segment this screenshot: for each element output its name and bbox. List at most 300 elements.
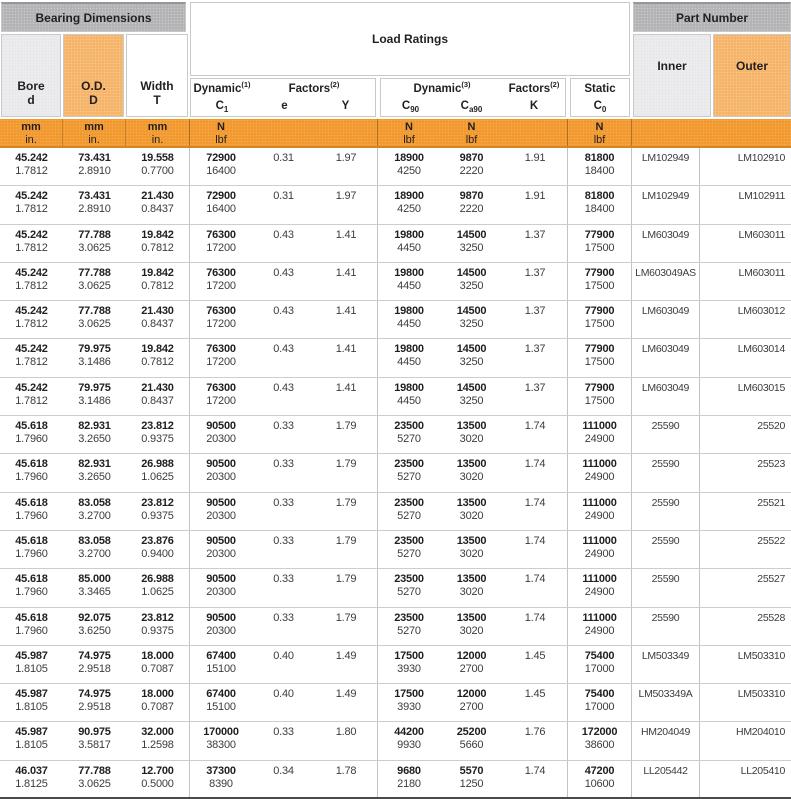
value-inner: LM603049AS [635, 266, 696, 279]
value-e: 0.33 [273, 573, 294, 586]
cell-c0 [568, 761, 632, 798]
value-c90-secondary: 2180 [397, 777, 421, 790]
value-ca90-secondary: 3020 [459, 586, 484, 599]
value-y: 1.79 [335, 573, 357, 586]
cell-c90 [378, 339, 440, 376]
value-od-secondary: 2.8910 [78, 203, 111, 216]
value-bore-primary: 45.987 [15, 688, 48, 701]
table-row [0, 684, 791, 722]
cell-c0 [568, 378, 632, 415]
value-ca90-primary: 13500 [456, 611, 487, 624]
value-c1-primary: 90500 [206, 534, 236, 547]
value-k: 1.74 [524, 534, 546, 547]
value-od-primary: 73.431 [78, 190, 111, 203]
value-ca90-primary: 14500 [456, 343, 487, 356]
value-k: 1.76 [524, 726, 546, 739]
table-row [0, 339, 791, 377]
value-od-secondary: 3.1486 [78, 356, 111, 369]
cell-width [126, 569, 190, 606]
value-c90-primary: 23500 [394, 534, 424, 547]
cell-inner [632, 722, 700, 759]
width-label: Width [140, 79, 174, 93]
value-outer: LM102910 [737, 152, 785, 164]
value-outer: 25521 [757, 496, 785, 509]
value-width-secondary: 0.8437 [141, 394, 174, 407]
cell-od [63, 301, 126, 338]
value-ca90-secondary: 3250 [459, 356, 484, 369]
cell-outer [700, 646, 791, 683]
value-k: 1.37 [524, 381, 546, 394]
cell-od [63, 454, 126, 491]
value-bore-primary: 46.037 [15, 764, 48, 777]
value-c0-secondary: 24900 [584, 471, 615, 484]
value-c0-secondary: 17500 [584, 318, 615, 331]
cell-outer [700, 225, 791, 262]
value-bore-secondary: 1.7812 [15, 356, 48, 369]
value-c0-secondary: 24900 [584, 509, 615, 522]
value-bore-secondary: 1.7812 [15, 318, 48, 331]
value-e: 0.33 [273, 726, 294, 739]
value-od-secondary: 3.0625 [78, 777, 111, 790]
value-width-primary: 23.812 [141, 496, 174, 509]
dynamic3-footnote: (3) [461, 80, 471, 89]
table-row [0, 416, 791, 454]
value-outer: LM603014 [737, 343, 785, 356]
value-e: 0.43 [273, 305, 294, 318]
cell-inner [632, 531, 700, 568]
cell-c90 [378, 684, 440, 721]
value-y: 1.79 [335, 420, 357, 433]
value-e: 0.43 [273, 266, 294, 279]
value-inner: LM603049 [641, 228, 690, 241]
value-bore-secondary: 1.7812 [15, 241, 48, 254]
value-c90-primary: 23500 [394, 458, 424, 471]
e-symbol: e [281, 100, 288, 112]
value-od-primary: 79.975 [78, 343, 111, 356]
value-c1-secondary: 16400 [206, 165, 236, 177]
cell-outer [700, 339, 791, 376]
cell-od [63, 569, 126, 606]
value-c90-primary: 19800 [394, 228, 424, 241]
cell-c1 [190, 416, 252, 453]
value-y: 1.79 [335, 534, 357, 547]
dynamic1-label: Dynamic (1) [193, 80, 251, 95]
value-od-primary: 90.975 [78, 726, 111, 739]
value-inner: LM503349A [638, 688, 693, 701]
cell-ca90 [440, 493, 503, 530]
cell-k [503, 225, 568, 262]
cell-ca90 [440, 301, 503, 338]
value-outer: 25520 [757, 420, 785, 433]
value-k: 1.74 [524, 420, 546, 433]
bearing-dimensions-header: Bearing Dimensions [1, 2, 186, 32]
value-width-primary: 18.000 [141, 649, 174, 662]
value-c90-primary: 44200 [394, 726, 424, 739]
value-k: 1.37 [524, 305, 546, 318]
width-symbol: T [153, 93, 161, 107]
cell-outer [700, 493, 791, 530]
cell-k [503, 722, 568, 759]
value-bore-secondary: 1.8125 [15, 777, 48, 790]
units-bore: mm in. [0, 119, 63, 146]
value-od-primary: 73.431 [78, 152, 111, 164]
value-k: 1.45 [524, 649, 546, 662]
cell-bore [0, 186, 63, 223]
value-c90-primary: 18900 [394, 152, 424, 164]
value-y: 1.79 [335, 496, 357, 509]
value-od-secondary: 3.2700 [78, 547, 111, 560]
cell-od [63, 684, 126, 721]
table-row [0, 608, 791, 646]
cell-c1 [190, 722, 252, 759]
cell-c90 [378, 148, 440, 185]
cell-c1 [190, 225, 252, 262]
cell-width [126, 263, 190, 300]
value-width-secondary: 0.7812 [141, 356, 174, 369]
table-row [0, 569, 791, 607]
value-c0-secondary: 10600 [584, 777, 615, 790]
cell-c0 [568, 225, 632, 262]
column-header-width [126, 34, 188, 117]
column-header-inner: Inner [633, 34, 711, 117]
cell-inner [632, 301, 700, 338]
value-bore-secondary: 1.8105 [15, 662, 48, 675]
cell-c0 [568, 454, 632, 491]
value-k: 1.37 [524, 343, 546, 356]
units-e [252, 119, 315, 146]
value-c1-primary: 76300 [206, 343, 236, 356]
cell-k [503, 301, 568, 338]
value-y: 1.97 [335, 152, 357, 164]
cell-bore [0, 531, 63, 568]
cell-y [315, 761, 378, 798]
value-ca90-secondary: 3250 [459, 241, 484, 254]
value-c90-secondary: 4450 [397, 318, 421, 331]
cell-inner [632, 339, 700, 376]
cell-c90 [378, 569, 440, 606]
value-width-primary: 12.700 [141, 764, 174, 777]
ca90-symbol: C a90 [460, 100, 483, 114]
value-y: 1.97 [335, 190, 357, 203]
value-outer: LL205410 [740, 764, 785, 777]
cell-k [503, 684, 568, 721]
value-inner: LM603049 [641, 305, 690, 318]
cell-c1 [190, 646, 252, 683]
value-k: 1.74 [524, 458, 546, 471]
value-ca90-secondary: 5660 [459, 739, 484, 752]
cell-ca90 [440, 225, 503, 262]
value-ca90-primary: 25200 [456, 726, 487, 739]
cell-e [252, 225, 315, 262]
cell-c90 [378, 761, 440, 798]
cell-width [126, 722, 190, 759]
cell-y [315, 339, 378, 376]
value-od-secondary: 3.2650 [78, 471, 111, 484]
value-ca90-secondary: 3250 [459, 394, 484, 407]
value-c90-secondary: 4450 [397, 241, 421, 254]
k-symbol: K [529, 100, 539, 112]
cell-od [63, 263, 126, 300]
value-od-secondary: 3.5817 [78, 739, 111, 752]
value-width-secondary: 0.5000 [141, 777, 174, 790]
cell-c0 [568, 301, 632, 338]
value-c90-secondary: 3930 [397, 701, 421, 714]
cell-outer [700, 378, 791, 415]
value-od-secondary: 3.6250 [78, 624, 111, 637]
cell-bore [0, 148, 63, 185]
value-ca90-primary: 13500 [456, 534, 487, 547]
value-c0-primary: 77900 [584, 266, 615, 279]
table-row [0, 263, 791, 301]
value-width-primary: 19.558 [141, 152, 174, 164]
c0-symbol: C 0 [593, 100, 607, 114]
units-c1: N lbf [215, 121, 227, 146]
value-width-secondary: 0.7087 [141, 701, 174, 714]
value-ca90-primary: 13500 [456, 573, 487, 586]
cell-y [315, 684, 378, 721]
units-y [315, 119, 378, 146]
value-c90-secondary: 3930 [397, 662, 421, 675]
value-inner: LM503349 [641, 649, 690, 662]
cell-outer [700, 263, 791, 300]
units-c90: N lbf [403, 121, 415, 146]
cell-width [126, 684, 190, 721]
value-c0-primary: 172000 [581, 726, 618, 739]
cell-c1 [190, 493, 252, 530]
cell-c0 [568, 569, 632, 606]
value-width-primary: 23.812 [141, 420, 174, 433]
cell-c90 [378, 454, 440, 491]
cell-outer [700, 761, 791, 798]
cell-k [503, 148, 568, 185]
cell-k [503, 761, 568, 798]
factors1-label: Factors (2) [288, 80, 340, 95]
cell-c1 [190, 684, 252, 721]
column-header-outer: Outer [713, 34, 791, 117]
cell-ca90 [440, 339, 503, 376]
value-c1-primary: 90500 [206, 611, 236, 624]
value-inner: LL205442 [643, 764, 688, 777]
value-c90-primary: 19800 [394, 381, 424, 394]
value-y: 1.41 [335, 305, 357, 318]
cell-inner [632, 186, 700, 223]
value-ca90-secondary: 2700 [459, 662, 484, 675]
cell-c90 [378, 263, 440, 300]
cell-od [63, 225, 126, 262]
value-od-secondary: 2.9518 [78, 662, 111, 675]
cell-width [126, 416, 190, 453]
cell-k [503, 608, 568, 645]
value-y: 1.49 [335, 649, 357, 662]
value-bore-secondary: 1.8105 [15, 701, 48, 714]
cell-ca90 [440, 186, 503, 223]
cell-c90 [378, 378, 440, 415]
value-y: 1.41 [335, 228, 357, 241]
cell-c0 [568, 493, 632, 530]
value-width-secondary: 1.0625 [141, 586, 174, 599]
cell-ca90 [440, 531, 503, 568]
cell-e [252, 378, 315, 415]
value-ca90-primary: 12000 [456, 649, 487, 662]
static-label: Static [584, 82, 616, 95]
column-header-bore [1, 34, 61, 117]
value-inner: LM603049 [641, 381, 690, 394]
value-od-primary: 77.788 [78, 764, 111, 777]
cell-bore [0, 263, 63, 300]
value-c90-secondary: 5270 [397, 547, 421, 560]
value-c0-primary: 47200 [584, 764, 615, 777]
table-row [0, 722, 791, 760]
cell-e [252, 186, 315, 223]
value-y: 1.41 [335, 266, 357, 279]
load-ratings-header: Load Ratings [190, 2, 630, 76]
cell-e [252, 569, 315, 606]
table-row [0, 225, 791, 263]
value-c1-secondary: 15100 [206, 662, 236, 675]
value-ca90-primary: 9870 [459, 152, 484, 164]
value-c1-primary: 76300 [206, 266, 236, 279]
value-width-secondary: 0.7087 [141, 662, 174, 675]
units-width: mm in. [126, 119, 190, 146]
value-ca90-primary: 13500 [456, 496, 487, 509]
cell-od [63, 608, 126, 645]
cell-c90 [378, 722, 440, 759]
c1-symbol: C 1 [215, 100, 229, 114]
cell-c1 [190, 761, 252, 798]
cell-c1 [190, 531, 252, 568]
cell-y [315, 378, 378, 415]
value-width-primary: 23.876 [141, 534, 174, 547]
value-c90-primary: 23500 [394, 573, 424, 586]
cell-inner [632, 761, 700, 798]
od-symbol: D [89, 93, 98, 107]
value-bore-secondary: 1.7960 [15, 586, 48, 599]
value-outer: 25527 [757, 573, 785, 586]
cell-outer [700, 569, 791, 606]
cell-c0 [568, 263, 632, 300]
cell-ca90 [440, 761, 503, 798]
value-bore-secondary: 1.7812 [15, 165, 48, 177]
value-c1-secondary: 20300 [206, 586, 236, 599]
value-e: 0.33 [273, 458, 294, 471]
cell-y [315, 608, 378, 645]
cell-inner [632, 263, 700, 300]
part-number-header: Part Number [633, 2, 791, 32]
value-y: 1.79 [335, 458, 357, 471]
value-width-secondary: 1.2598 [141, 739, 174, 752]
cell-bore [0, 339, 63, 376]
value-c90-primary: 17500 [394, 649, 424, 662]
value-width-secondary: 0.9375 [141, 433, 174, 446]
cell-c0 [568, 339, 632, 376]
value-e: 0.43 [273, 228, 294, 241]
value-c1-secondary: 20300 [206, 509, 236, 522]
cell-c1 [190, 339, 252, 376]
table-body [0, 148, 791, 799]
value-c90-secondary: 9930 [397, 739, 421, 752]
value-od-secondary: 3.0625 [78, 241, 111, 254]
value-bore-secondary: 1.7960 [15, 509, 48, 522]
cell-bore [0, 454, 63, 491]
value-bore-primary: 45.242 [15, 381, 48, 394]
cell-bore [0, 301, 63, 338]
cell-width [126, 225, 190, 262]
cell-e [252, 761, 315, 798]
cell-c0 [568, 646, 632, 683]
value-c90-secondary: 5270 [397, 586, 421, 599]
value-c0-primary: 111000 [582, 534, 617, 547]
cell-e [252, 608, 315, 645]
value-c90-primary: 19800 [394, 343, 424, 356]
value-inner: 25590 [651, 458, 680, 471]
value-ca90-secondary: 3020 [459, 509, 484, 522]
value-y: 1.79 [335, 611, 357, 624]
cell-width [126, 378, 190, 415]
value-bore-primary: 45.987 [15, 726, 48, 739]
value-outer: LM603011 [738, 228, 785, 241]
value-c1-primary: 90500 [206, 496, 236, 509]
value-od-secondary: 3.1486 [78, 394, 111, 407]
value-width-primary: 21.430 [141, 190, 174, 203]
value-bore-primary: 45.618 [15, 420, 48, 433]
value-k: 1.74 [524, 573, 546, 586]
value-inner: LM102949 [641, 190, 690, 203]
cell-inner [632, 416, 700, 453]
cell-c90 [378, 301, 440, 338]
value-c0-primary: 75400 [584, 688, 615, 701]
value-width-primary: 21.430 [141, 381, 174, 394]
cell-e [252, 646, 315, 683]
value-bore-secondary: 1.7960 [15, 624, 48, 637]
cell-od [63, 646, 126, 683]
value-c90-secondary: 4450 [397, 279, 421, 292]
column-header-od [63, 34, 124, 117]
cell-y [315, 186, 378, 223]
cell-inner [632, 454, 700, 491]
value-c0-primary: 111000 [582, 611, 617, 624]
value-width-primary: 18.000 [141, 688, 174, 701]
cell-c0 [568, 608, 632, 645]
value-c1-primary: 76300 [206, 305, 236, 318]
cell-inner [632, 225, 700, 262]
bore-symbol: d [27, 93, 35, 107]
value-k: 1.91 [524, 152, 546, 164]
value-bore-primary: 45.242 [15, 343, 48, 356]
cell-k [503, 263, 568, 300]
value-width-primary: 26.988 [141, 458, 174, 471]
value-c0-secondary: 17500 [584, 394, 615, 407]
value-outer: 25528 [757, 611, 785, 624]
value-ca90-secondary: 1250 [459, 777, 484, 790]
value-bore-primary: 45.618 [15, 611, 48, 624]
value-outer: LM503310 [737, 649, 785, 662]
units-k [503, 119, 568, 146]
value-c1-secondary: 17200 [206, 241, 236, 254]
value-width-secondary: 0.7700 [141, 165, 174, 177]
value-outer: LM603015 [737, 381, 785, 394]
value-od-primary: 83.058 [78, 534, 111, 547]
value-c0-secondary: 24900 [584, 433, 615, 446]
value-c90-primary: 19800 [394, 305, 424, 318]
value-c90-secondary: 5270 [397, 509, 421, 522]
value-outer: LM603011 [738, 266, 785, 279]
value-ca90-secondary: 3020 [459, 624, 484, 637]
cell-bore [0, 416, 63, 453]
value-bore-primary: 45.242 [15, 266, 48, 279]
value-e: 0.40 [273, 688, 294, 701]
value-c1-secondary: 38300 [206, 739, 236, 752]
value-c0-secondary: 17000 [584, 701, 615, 714]
